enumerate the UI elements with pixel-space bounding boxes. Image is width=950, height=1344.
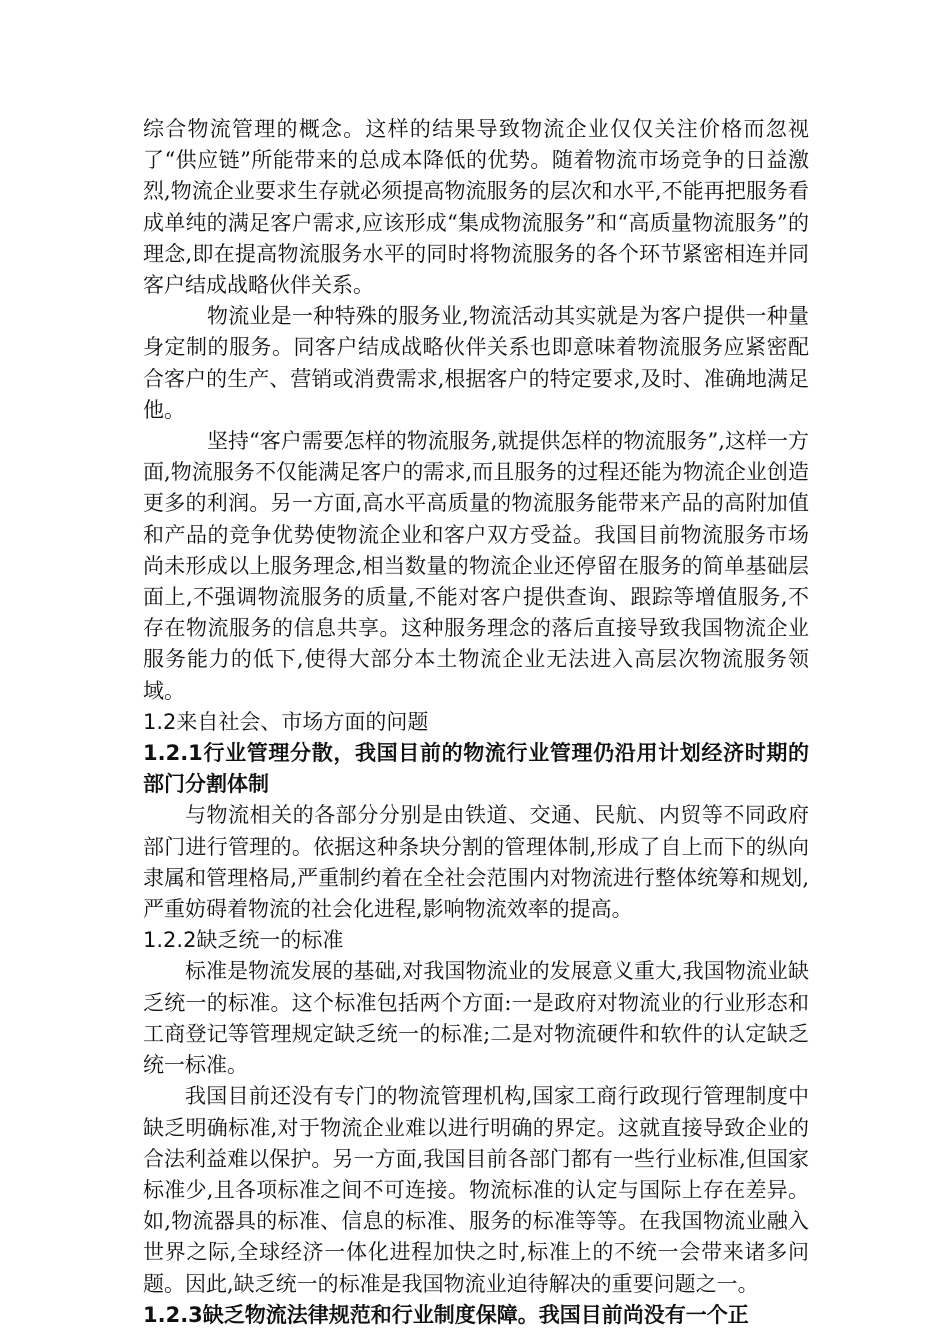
section-heading-1-2-2: 1.2.2缺乏统一的标准	[143, 928, 344, 953]
section-heading-1-2-3: 1.2.3缺乏物流法律规范和行业制度保障。我国目前尚没有一个正	[143, 1302, 749, 1327]
paragraph-service-industry: 物流业是一种特殊的服务业,物流活动其实就是为客户提供一种量身定制的服务。同客户结成战略伙伴关系也即意味着物流服务应紧密配合客户的生产、营销或消费需求,根据客户的特定要求,及时、准确地满足他。	[143, 304, 809, 422]
section-heading-1-2-1: 1.2.1行业管理分散，我国目前的物流行业管理仍沿用计划经济时期的部门分割体制	[143, 741, 809, 797]
paragraph-continuation: 综合物流管理的概念。这样的结果导致物流企业仅仅关注价格而忽视了“供应链”所能带来的总成本降低的优势。随着物流市场竞争的日益激烈,物流企业要求生存就必须提高物流服务的层次和水平,不能再把服务看成单纯的满足客户需求,应该形成“集成物流服务”和“高质量物流服务”的理念,即在提高物流服务水平的同时将物流服务的各个环节紧密相连并同客户结成战略伙伴关系。	[143, 117, 809, 298]
paragraph-management-departments: 与物流相关的各部分分别是由铁道、交通、民航、内贸等不同政府部门进行管理的。依据这种条块分割的管理体制,形成了自上而下的纵向隶属和管理格局,严重制约着在全社会范围内对物流进行整体统筹和规划,严重妨碍着物流的社会化进程,影响物流效率的提高。	[143, 803, 809, 922]
paragraph-no-management-agency: 我国目前还没有专门的物流管理机构,国家工商行政现行管理制度中缺乏明确标准,对于物流企业难以进行明确的界定。这就直接导致企业的合法利益难以保护。另一方面,我国目前各部门都有一些行业标准,但国家标准少,且各项标准之间不可连接。物流标准的认定与国际上存在差异。如,物流器具的标准、信息的标准、服务的标准等等。在我国物流业融入世界之际,全球经济一体化进程加快之时,标准上的不统一会带来诸多问题。因此,缺乏统一的标准是我国物流业迫待解决的重要问题之一。	[143, 1084, 809, 1296]
paragraph-customer-needs: 坚持“客户需要怎样的物流服务,就提供怎样的物流服务”,这样一方面,物流服务不仅能满足客户的需求,而且服务的过程还能为物流企业创造更多的利润。另一方面,高水平高质量的物流服务能带来产品的高附加值和产品的竞争优势使物流企业和客户双方受益。我国目前物流服务市场尚未形成以上服务理念,相当数量的物流企业还停留在服务的简单基础层面上,不强调物流服务的质量,不能对客户提供查询、跟踪等增值服务,不存在物流服务的信息共享。这种服务理念的落后直接导致我国物流企业服务能力的低下,使得大部分本土物流企业无法进入高层次物流服务领域。	[143, 429, 809, 703]
paragraph-standards-basis: 标准是物流发展的基础,对我国物流业的发展意义重大,我国物流业缺乏统一的标准。这个标准包括两个方面:一是政府对物流业的行业形态和工商登记等管理规定缺乏统一的标准;二是对物流硬件和软件的认定缺乏统一标准。	[143, 959, 809, 1078]
document-page	[143, 114, 809, 1331]
section-heading-1-2: 1.2来自社会、市场方面的问题	[143, 709, 429, 734]
